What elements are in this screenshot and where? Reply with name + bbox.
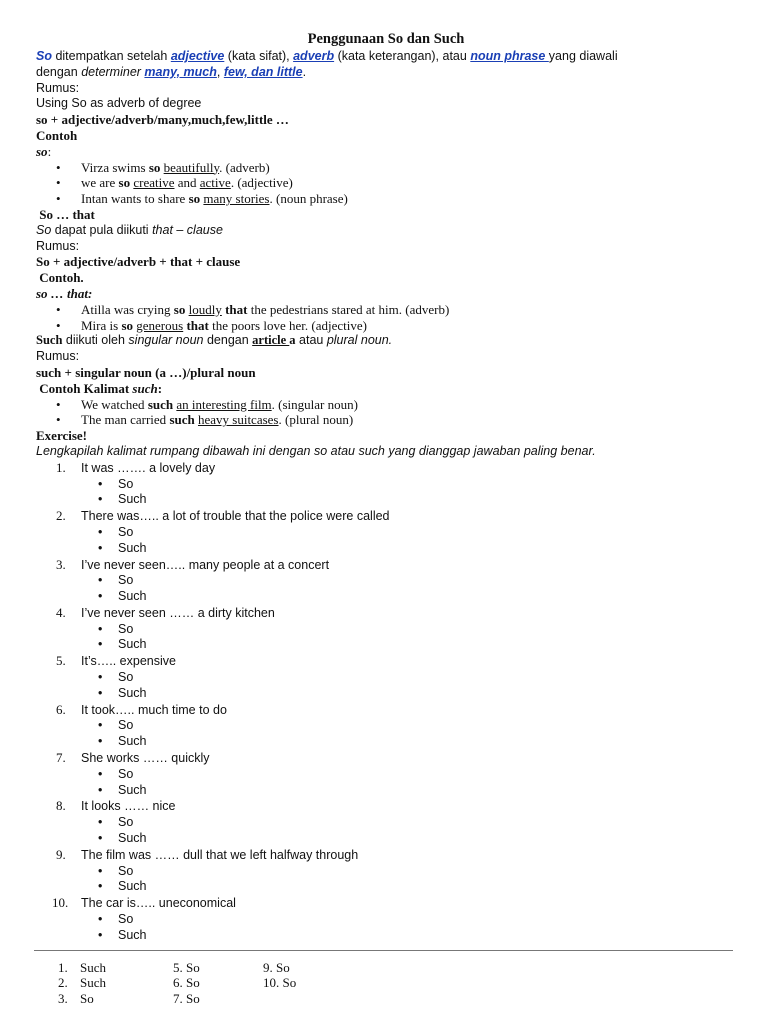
noun-phrase-link[interactable]: noun phrase bbox=[470, 49, 549, 63]
so-intro-line-1: So ditempatkan setelah adjective (kata sifat), adverb (kata keterangan), atau noun phrase yang diawali bbox=[36, 49, 618, 63]
list-item: • we are so creative and active. (adjective) bbox=[56, 175, 736, 191]
answer-item: 10. So bbox=[263, 975, 297, 991]
exercise-item: 7. She works …… quickly • So • Such bbox=[56, 750, 736, 798]
option-so: • So bbox=[98, 864, 736, 880]
contoh-heading: Contoh. bbox=[36, 270, 84, 286]
so-examples-list bbox=[36, 160, 736, 207]
so-term: So bbox=[36, 49, 52, 63]
exercise-instruction: Lengkapilah kalimat rumpang dibawah ini dengan so atau such yang dianggap jawaban paling benar. bbox=[36, 443, 596, 458]
rumus-label: Rumus: bbox=[36, 238, 80, 253]
exercise-item: 3. I’ve never seen….. many people at a concert • So • Such bbox=[56, 557, 736, 605]
answer-item: 5. So bbox=[173, 959, 200, 975]
option-such: • Such bbox=[98, 879, 736, 895]
answer-item: 6. So bbox=[173, 975, 200, 991]
divider-line bbox=[34, 950, 733, 951]
answer-item: 3. So bbox=[58, 991, 94, 1007]
list-item: • The man carried such heavy suitcases. (plural noun) bbox=[56, 412, 736, 428]
option-so: • So bbox=[98, 477, 736, 493]
option-so: • So bbox=[98, 815, 736, 831]
answer-key bbox=[36, 960, 736, 1007]
so-that-intro: So dapat pula diikuti that – clause bbox=[36, 222, 223, 237]
using-so-line: Using So as adverb of degree bbox=[36, 96, 202, 111]
adverb-link[interactable]: adverb bbox=[293, 49, 335, 63]
exercise-item: 9. The film was …… dull that we left halfway through • So • Such bbox=[56, 847, 736, 895]
contoh-kalimat-heading: Contoh Kalimat such: bbox=[36, 380, 163, 396]
rumus-label: Rumus: bbox=[36, 349, 80, 364]
formula-so: so + adjective/adverb/many,much,few,little … bbox=[36, 112, 289, 128]
so-label: so: bbox=[36, 143, 52, 159]
option-so: • So bbox=[98, 912, 736, 928]
option-so: • So bbox=[98, 622, 736, 638]
option-such: • Such bbox=[98, 686, 736, 702]
answer-item: 9. So bbox=[263, 959, 290, 975]
option-so: • So bbox=[98, 525, 736, 541]
so-that-examples-list bbox=[36, 302, 736, 334]
few-little-link[interactable]: few, dan little bbox=[223, 64, 303, 79]
option-so: • So bbox=[98, 767, 736, 783]
option-such: • Such bbox=[98, 831, 736, 847]
option-such: • Such bbox=[98, 541, 736, 557]
formula-such: such + singular noun (a …)/plural noun bbox=[36, 364, 256, 380]
list-item: • Intan wants to share so many stories. (noun phrase) bbox=[56, 191, 736, 207]
option-so: • So bbox=[98, 573, 736, 589]
exercise-heading: Exercise! bbox=[36, 428, 88, 444]
adjective-link[interactable]: adjective bbox=[170, 49, 225, 63]
exercise-item: 10. The car is….. uneconomical • So • Such bbox=[56, 895, 736, 943]
option-so: • So bbox=[98, 670, 736, 686]
option-so: • So bbox=[98, 718, 736, 734]
many-much-link[interactable]: many, much bbox=[144, 64, 217, 79]
such-examples-list bbox=[36, 397, 736, 429]
list-item: • Virza swims so beautifully. (adverb) bbox=[56, 160, 736, 176]
so-that-heading: So … that bbox=[36, 206, 95, 222]
formula-so-that: So + adjective/adverb + that + clause bbox=[36, 254, 241, 270]
exercise-item: 6. It took….. much time to do • So • Such bbox=[56, 702, 736, 750]
option-such: • Such bbox=[98, 637, 736, 653]
option-such: • Such bbox=[98, 589, 736, 605]
exercise-item: 1. It was ……. a lovely day • So • Such bbox=[56, 460, 736, 508]
such-intro: Such diikuti oleh singular noun dengan article a atau plural noun. bbox=[36, 333, 393, 348]
exercise-list bbox=[36, 460, 736, 944]
option-such: • Such bbox=[98, 783, 736, 799]
list-item: • We watched such an interesting film. (singular noun) bbox=[56, 397, 736, 413]
option-such: • Such bbox=[98, 492, 736, 508]
list-item: • Mira is so generous that the poors love her. (adjective) bbox=[56, 318, 736, 334]
page-title: Penggunaan So dan Such bbox=[307, 31, 465, 47]
answer-item: 2. Such bbox=[58, 975, 106, 991]
so-that-label: so … that: bbox=[36, 285, 93, 301]
so-intro-line-2: dengan determiner many, much, few, dan little. bbox=[36, 64, 307, 79]
option-such: • Such bbox=[98, 734, 736, 750]
exercise-item: 5. It’s….. expensive • So • Such bbox=[56, 653, 736, 701]
document-page bbox=[36, 30, 736, 1007]
contoh-heading: Contoh bbox=[36, 127, 78, 143]
exercise-item: 4. I’ve never seen …… a dirty kitchen • So • Such bbox=[56, 605, 736, 653]
answer-item: 1. Such bbox=[58, 959, 106, 975]
answer-item: 7. So bbox=[173, 991, 200, 1007]
exercise-item: 2. There was….. a lot of trouble that the police were called • So • Such bbox=[56, 508, 736, 556]
exercise-item: 8. It looks …… nice • So • Such bbox=[56, 798, 736, 846]
option-such: • Such bbox=[98, 928, 736, 944]
list-item: • Atilla was crying so loudly that the pedestrians stared at him. (adverb) bbox=[56, 302, 736, 318]
rumus-label: Rumus: bbox=[36, 80, 80, 95]
